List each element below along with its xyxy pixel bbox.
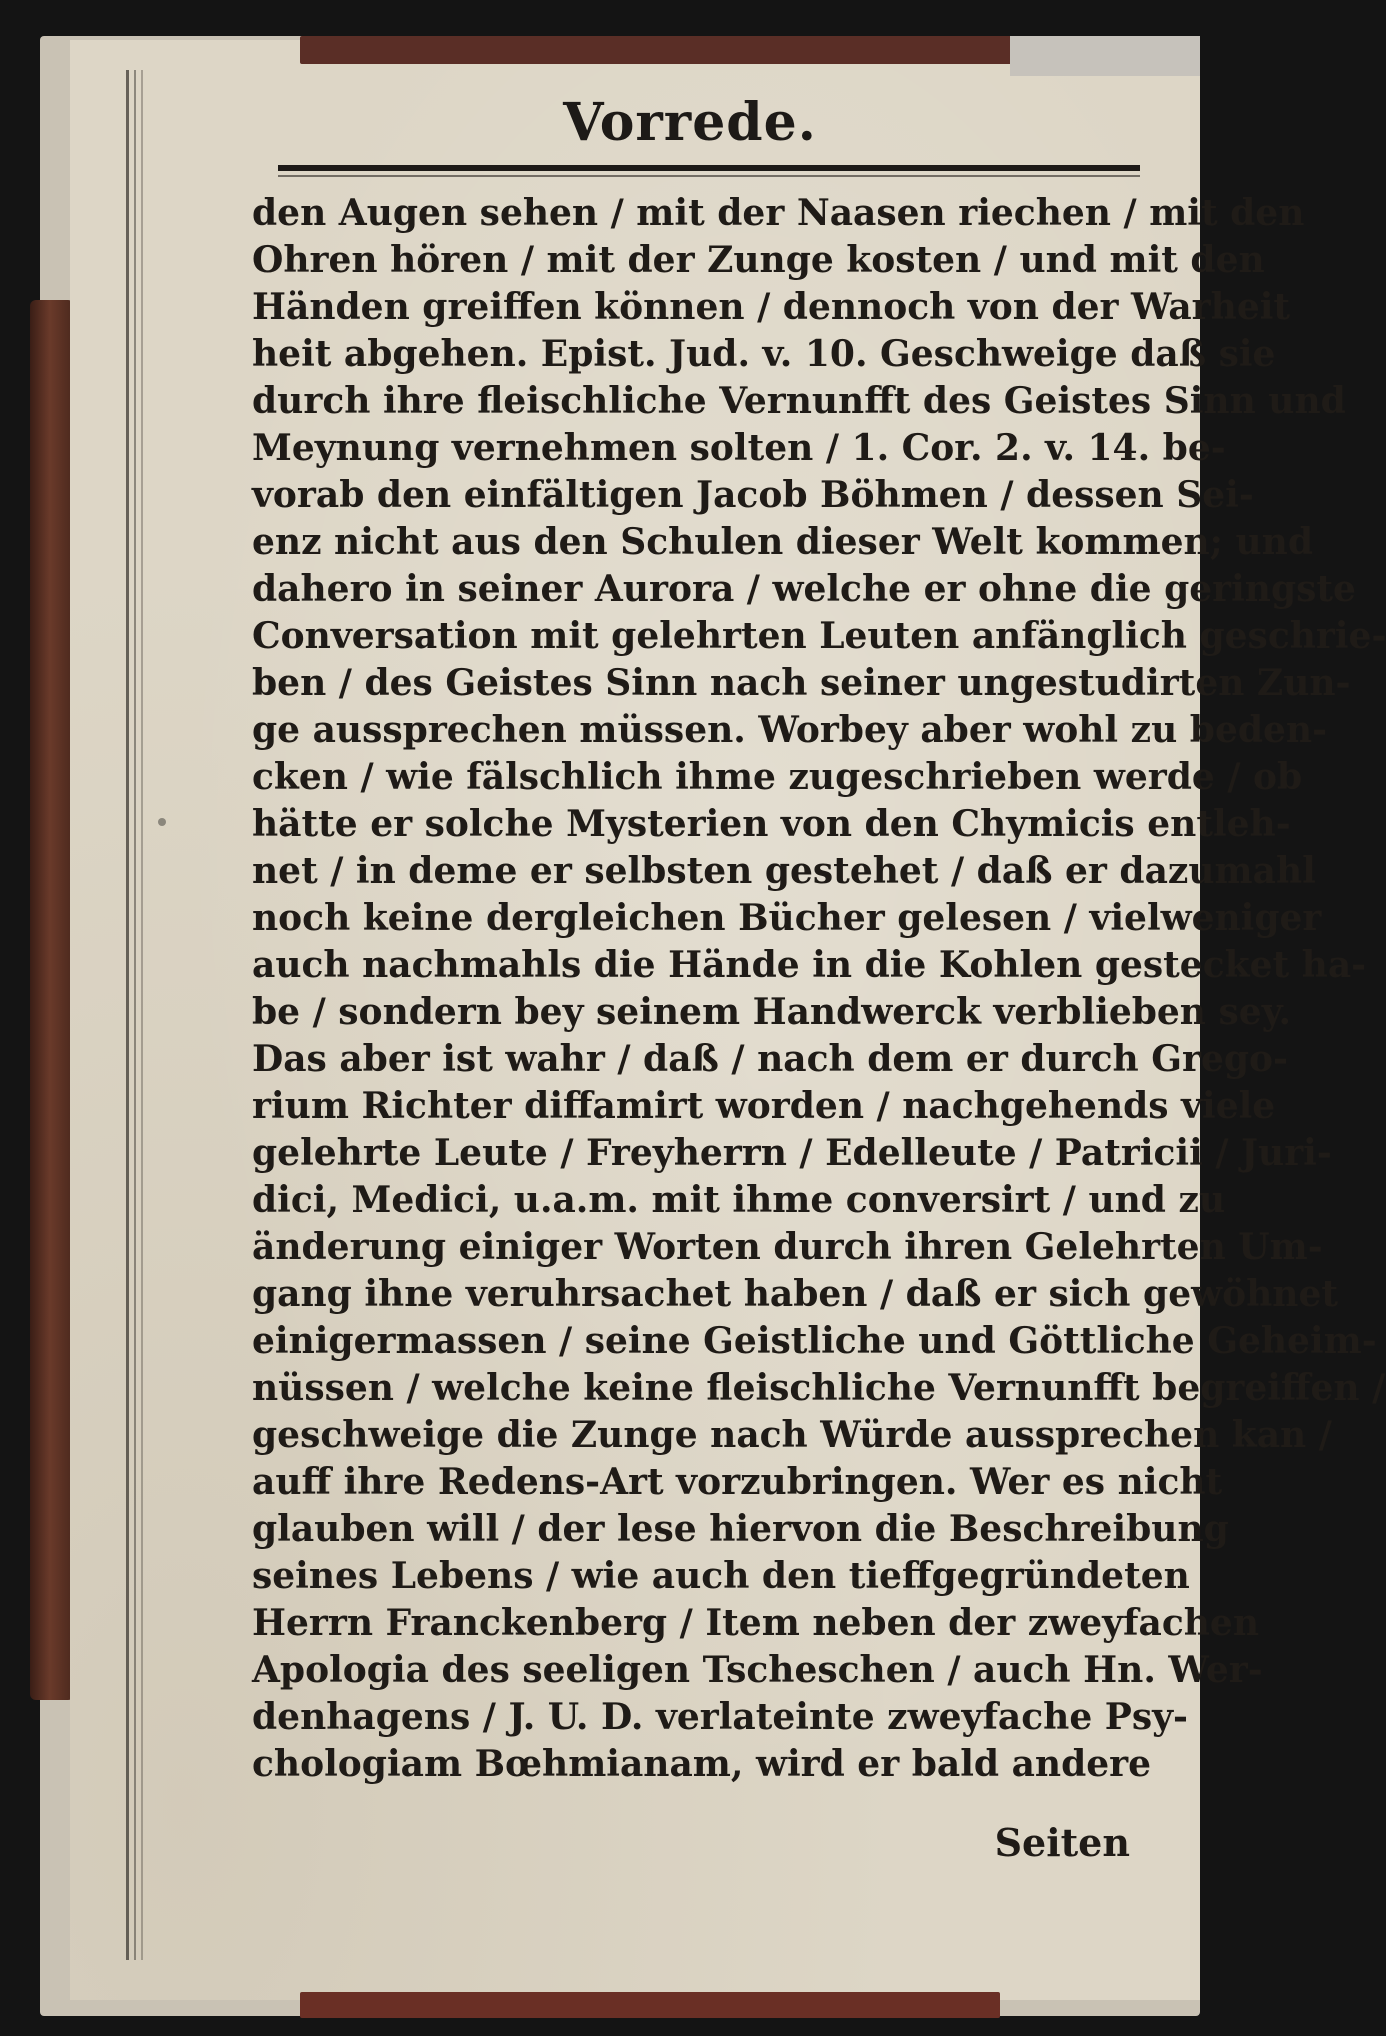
text-line: Händen greiffen können / dennoch von der Warheit bbox=[252, 286, 1291, 328]
text-line: nüssen / welche keine fleischliche Vernunfft begreiffen / bbox=[252, 1367, 1386, 1409]
running-header: Vorrede. bbox=[563, 92, 817, 153]
text-line: Das aber ist wahr / daß / nach dem er durch Grego- bbox=[252, 1038, 1289, 1080]
text-line: gelehrte Leute / Freyherrn / Edelleute / Patricii / Juri- bbox=[252, 1132, 1332, 1174]
ink-smudge bbox=[158, 818, 166, 826]
text-line: enz nicht aus den Schulen dieser Welt kommen; und bbox=[252, 521, 1314, 563]
text-line: dahero in seiner Aurora / welche er ohne die geringste bbox=[252, 568, 1356, 610]
top-paper-strip bbox=[1010, 36, 1200, 76]
text-line: durch ihre fleischliche Vernunfft des Geistes Sinn und bbox=[252, 380, 1346, 422]
text-line: be / sondern bey seinem Handwerck verblieben sey. bbox=[252, 991, 1292, 1033]
text-line: noch keine dergleichen Bücher gelesen / vielweniger bbox=[252, 897, 1322, 939]
bottom-binding-strip bbox=[300, 1992, 1000, 2018]
text-line: hätte er solche Mysterien von den Chymicis entleh- bbox=[252, 803, 1291, 845]
text-line: ben / des Geistes Sinn nach seiner ungestudirten Zun- bbox=[252, 662, 1351, 704]
text-line: Apologia des seeligen Tscheschen / auch Hn. Wer- bbox=[252, 1649, 1263, 1691]
text-line: seines Lebens / wie auch den tieffgegründeten bbox=[252, 1555, 1190, 1597]
text-line: einigermassen / seine Geistliche und Göttliche Geheim- bbox=[252, 1320, 1377, 1362]
text-line: auff ihre Redens-Art vorzubringen. Wer es nicht bbox=[252, 1461, 1223, 1503]
text-line: Conversation mit gelehrten Leuten anfänglich geschrie- bbox=[252, 615, 1386, 657]
text-line: geschweige die Zunge nach Würde aussprechen kan / bbox=[252, 1414, 1332, 1456]
gutter-line bbox=[141, 70, 143, 1960]
text-line: Herrn Franckenberg / Item neben der zweyfachen bbox=[252, 1602, 1259, 1644]
catchword: Seiten bbox=[994, 1820, 1130, 1865]
text-line: Meynung vernehmen solten / 1. Cor. 2. v. 14. be- bbox=[252, 427, 1226, 469]
header-rule bbox=[278, 165, 1140, 171]
text-line: heit abgehen. Epist. Jud. v. 10. Geschweige daß sie bbox=[252, 333, 1276, 375]
book-binding bbox=[30, 300, 74, 1700]
text-line: rium Richter diffamirt worden / nachgehends viele bbox=[252, 1085, 1276, 1127]
top-binding-strip bbox=[300, 36, 1020, 64]
gutter-line bbox=[134, 70, 136, 1960]
gutter-line bbox=[126, 70, 129, 1960]
text-line: gang ihne veruhrsachet haben / daß er sich gewöhnet bbox=[252, 1273, 1338, 1315]
text-line: vorab den einfältigen Jacob Böhmen / dessen Sei- bbox=[252, 474, 1254, 516]
text-line: glauben will / der lese hiervon die Beschreibung bbox=[252, 1508, 1229, 1550]
header-rule-thin bbox=[278, 175, 1140, 177]
text-line: cken / wie fälschlich ihme zugeschrieben werde / ob bbox=[252, 756, 1303, 798]
text-line: auch nachmahls die Hände in die Kohlen gestecket ha- bbox=[252, 944, 1367, 986]
body-text bbox=[252, 190, 1386, 1788]
text-line: denhagens / J. U. D. verlateinte zweyfache Psy- bbox=[252, 1696, 1188, 1738]
text-line: net / in deme er selbsten gestehet / daß er dazumahl bbox=[252, 850, 1316, 892]
text-line: Ohren hören / mit der Zunge kosten / und mit den bbox=[252, 239, 1265, 281]
text-line: chologiam Bœhmianam, wird er bald andere bbox=[252, 1743, 1152, 1785]
text-line: den Augen sehen / mit der Naasen riechen / mit den bbox=[252, 192, 1305, 234]
text-line: änderung einiger Worten durch ihren Gelehrten Um- bbox=[252, 1226, 1323, 1268]
text-line: ge aussprechen müssen. Worbey aber wohl zu beden- bbox=[252, 709, 1328, 751]
text-line: dici, Medici, u.a.m. mit ihme conversirt / und zu bbox=[252, 1179, 1226, 1221]
